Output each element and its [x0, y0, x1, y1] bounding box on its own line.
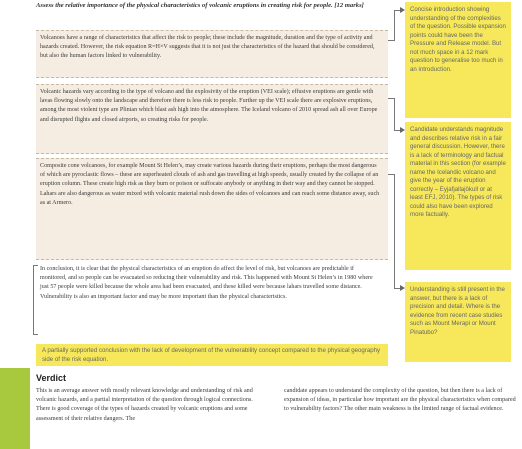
verdict-text-column-1: This is an average answer with mostly relevant knowledge and understanding of risk and volcanic hazards, and a partial interpretation of the question through logical connections. There is good coverage of the types of hazards created by volcanic eruptions and some assessment of their relative dangers. The — [36, 388, 253, 422]
verdict-title: Verdict — [36, 373, 67, 383]
answer-paragraph-hazards: Composite cone volcanoes, for example Mount St Helen’s, may create various hazards during their eruptions, perhaps the most dangerous of which are pyroclastic flows – these are superheated clouds of ash and gas travelling at high speeds, usually created by the collapse of an eruption column. These create high risk as they burn or poison or suffocate anybody or anything in their way and they cannot be stopped. Lahars are also dangerous as water mixed with volcanic material rush down the sides of volcanoes and can reach some distance away, such as at Armero. — [36, 158, 388, 260]
question-heading: Assess the relative importance of the physical characteristics of volcanic eruptions in creating risk for people. [12 marks] — [36, 2, 364, 9]
answer-paragraph-explosivity: Volcanic hazards vary according to the type of volcano and the explosivity of the eruption (VEI scale); effusive eruptions are gentle with lavas flowing slowly onto the landscape and therefore there is less risk to people. Further up the VEI scale there are explosive eruptions, among the most violent type are Plinian which blast ash high into the atmosphere. The Iceland volcano of 2010 spread ash all over Europe and disrupted flights and closed airports, so creating risks for people. — [36, 84, 388, 154]
connector-line — [33, 265, 34, 335]
examiner-note-intro: Concise introduction showing understanding of the complexities of the question. Possible expansion points could have been the Pressure and Release model. But not much space in a 12 mark question to generalise too much in an introduction. — [405, 2, 511, 118]
answer-paragraph-conclusion: In conclusion, it is clear that the physical characteristics of an eruption do affect the level of risk, but volcanoes are predictable if monitored, and so people can be evacuated so reducing their vulnerability and risk. This happened with Mount St Helen’s in 1980 where just 57 people were killed because the whole area had been evacuated, and these killed were because lahars travelled some distance. Vulnerability is also an important factor and may be more important than the physical characteristics. — [40, 266, 373, 300]
examiner-note-precision: Understanding is still present in the answer, but there is a lack of precision and detail. Where is the evidence from recent case studies such as Mount Merapi or Mount Pinatubo? — [405, 282, 511, 362]
answer-paragraph-intro: Volcanoes have a range of characteristics that affect the risk to people; these include the magnitude, duration and the type of activity and hazards created. However, the risk equation R=H×V suggests that it is not just the characteristics of the hazard that should be considered, but also the human factors linked to vulnerability. — [36, 30, 388, 78]
connector-line — [33, 334, 38, 335]
connector-line — [394, 10, 395, 41]
examiner-note-magnitude: Candidate understands magnitude and describes relative risk in a fair general discussion. However, there is a lack of terminology and factual material in this section (for example name the Icelandic volcano and give the year of the eruption correctly – Eyjafjallajökull or at least EFJ, 2010). The types of risk could also have been explored more factually. — [405, 122, 511, 270]
verdict-accent-bar — [0, 368, 30, 449]
examiner-note-conclusion: A partially supported conclusion with the lack of development of the vulnerability concept compared to the physical geography side of the risk equation. — [36, 344, 388, 366]
verdict-text-column-2: candidate appears to understand the complexity of the question, but then there is a lack of expansion of ideas, in particular how important are the physical characteristics when compared to vulnerability factors? The other main weakness is the limited range of factual evidence. — [284, 388, 516, 413]
connector-line — [394, 98, 395, 130]
connector-line — [394, 174, 395, 288]
